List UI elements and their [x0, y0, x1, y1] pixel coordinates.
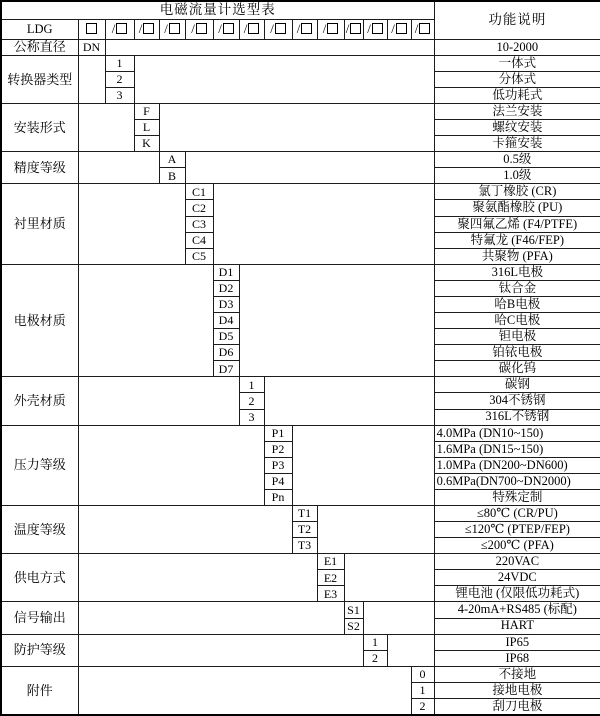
- function-description-cell: 特殊定制: [434, 489, 600, 505]
- code-cell: D5: [213, 329, 239, 345]
- code-digit-box-cell: [134, 19, 159, 39]
- left-gap-cell: [78, 505, 292, 553]
- code-digit-box-cell: [387, 19, 411, 39]
- code-cell: 2: [105, 71, 134, 87]
- right-gap-cell: [387, 634, 434, 666]
- slash-separator: /: [322, 21, 327, 37]
- code-cell: C2: [185, 200, 213, 216]
- code-cell: B: [159, 168, 185, 184]
- left-gap-cell: [78, 152, 159, 184]
- function-description-cell: 刮刀电极: [434, 698, 600, 715]
- code-cell: E2: [317, 570, 344, 586]
- empty-box-icon: [396, 23, 407, 34]
- function-description-cell: 1.0级: [434, 168, 600, 184]
- function-description-cell: 不接地: [434, 666, 600, 682]
- code-digit-box-cell: [239, 19, 264, 39]
- code-cell: D2: [213, 280, 239, 296]
- code-cell: 1: [239, 377, 264, 393]
- function-description-cell: ≤80℃ (CR/PU): [434, 505, 600, 521]
- code-cell: C3: [185, 216, 213, 232]
- code-cell: C5: [185, 248, 213, 264]
- code-cell: T2: [292, 522, 317, 538]
- function-description-cell: 316L电极: [434, 264, 600, 280]
- function-description-cell: 碳化钨: [434, 361, 600, 377]
- function-description-cell: IP65: [434, 634, 600, 650]
- group-label-0: 公称直径: [1, 39, 78, 55]
- code-cell: 2: [239, 393, 264, 409]
- left-gap-cell: [78, 602, 344, 634]
- code-cell: T3: [292, 538, 317, 554]
- function-description-cell: 锂电池 (仅限低功耗式): [434, 586, 600, 602]
- empty-box-icon: [116, 23, 127, 34]
- function-description-cell: 钛合金: [434, 280, 600, 296]
- slash-separator: /: [270, 21, 274, 37]
- right-gap-cell: [292, 425, 434, 505]
- function-description-cell: 特氟龙 (F46/FEP): [434, 232, 600, 248]
- left-gap-cell: [78, 666, 411, 715]
- left-gap-cell: [78, 425, 264, 505]
- group-label-4: 衬里材质: [1, 184, 78, 264]
- group-label-8: 温度等级: [1, 505, 78, 553]
- code-cell: 2: [411, 698, 434, 715]
- function-description-cell: 螺纹安装: [434, 120, 600, 136]
- group-label-12: 附件: [1, 666, 78, 715]
- code-cell: E1: [317, 554, 344, 570]
- code-cell: D1: [213, 264, 239, 280]
- left-gap-cell: [78, 554, 317, 602]
- empty-box-icon: [248, 23, 259, 34]
- code-digit-box-cell: [363, 19, 387, 39]
- code-cell: K: [134, 136, 159, 152]
- code-cell: C4: [185, 232, 213, 248]
- slash-separator: /: [164, 21, 168, 37]
- function-description-cell: 聚四氟乙烯 (F4/PTFE): [434, 216, 600, 232]
- model-prefix-label: LDG: [1, 19, 78, 39]
- right-gap-cell: [344, 554, 434, 602]
- function-description-cell: ≤120℃ (PTEP/FEP): [434, 522, 600, 538]
- right-gap-cell: [185, 152, 434, 184]
- empty-box-icon: [372, 23, 383, 34]
- left-gap-cell: [78, 634, 363, 666]
- function-description-cell: HART: [434, 618, 600, 634]
- slash-separator: /: [367, 21, 371, 37]
- function-description-cell: 法兰安装: [434, 104, 600, 120]
- code-cell: P1: [264, 425, 292, 441]
- code-digit-box-cell: [78, 19, 105, 39]
- left-gap-cell: [78, 55, 105, 103]
- code-cell: D3: [213, 296, 239, 312]
- code-cell: 3: [105, 87, 134, 103]
- group-label-3: 精度等级: [1, 152, 78, 184]
- group-label-6: 外壳材质: [1, 377, 78, 425]
- right-gap-cell: [159, 104, 434, 152]
- code-cell: DN: [78, 39, 105, 55]
- function-description-cell: 哈B电极: [434, 296, 600, 312]
- function-description-cell: 1.0MPa (DN200~DN600): [434, 457, 600, 473]
- function-description-cell: 220VAC: [434, 554, 600, 570]
- right-gap-cell: [264, 377, 434, 425]
- code-cell: S2: [344, 618, 363, 634]
- slash-separator: /: [218, 21, 222, 37]
- code-cell: S1: [344, 602, 363, 618]
- code-digit-box-cell: [264, 19, 292, 39]
- function-description-cell: IP68: [434, 650, 600, 666]
- right-gap-cell: [239, 264, 434, 377]
- function-description-cell: 4.0MPa (DN10~150): [434, 425, 600, 441]
- group-label-7: 压力等级: [1, 425, 78, 505]
- function-description-cell: 铂铱电极: [434, 345, 600, 361]
- function-description-cell: 共聚物 (PFA): [434, 248, 600, 264]
- code-cell: P3: [264, 457, 292, 473]
- right-gap-cell: [105, 39, 434, 55]
- code-digit-box-cell: [344, 19, 363, 39]
- function-description-cell: 卡箍安装: [434, 136, 600, 152]
- function-description-cell: ≤200℃ (PFA): [434, 538, 600, 554]
- slash-separator: /: [111, 21, 116, 37]
- group-label-9: 供电方式: [1, 554, 78, 602]
- group-label-11: 防护等级: [1, 634, 78, 666]
- slash-separator: /: [414, 21, 419, 37]
- left-gap-cell: [78, 377, 239, 425]
- table-title: 电磁流量计选型表: [1, 1, 434, 19]
- function-description-cell: 哈C电极: [434, 313, 600, 329]
- function-description-cell: 316L不锈钢: [434, 409, 600, 425]
- code-digit-box-cell: [411, 19, 434, 39]
- code-cell: D4: [213, 313, 239, 329]
- function-description-cell: 4-20mA+RS485 (标配): [434, 602, 600, 618]
- group-label-10: 信号输出: [1, 602, 78, 634]
- code-digit-box-cell: [185, 19, 213, 39]
- code-digit-box-cell: [213, 19, 239, 39]
- code-cell: D6: [213, 345, 239, 361]
- code-cell: 1: [411, 682, 434, 698]
- code-cell: 1: [105, 55, 134, 71]
- slash-separator: /: [191, 21, 195, 37]
- function-description-cell: 分体式: [434, 71, 600, 87]
- code-cell: L: [134, 120, 159, 136]
- empty-box-icon: [86, 23, 97, 34]
- group-label-2: 安装形式: [1, 104, 78, 152]
- code-cell: E3: [317, 586, 344, 602]
- empty-box-icon: [327, 23, 338, 34]
- function-description-cell: 氯丁橡胶 (CR): [434, 184, 600, 200]
- function-description-cell: 一体式: [434, 55, 600, 71]
- empty-box-icon: [419, 23, 430, 34]
- group-label-5: 电极材质: [1, 264, 78, 377]
- code-cell: C1: [185, 184, 213, 200]
- code-cell: D7: [213, 361, 239, 377]
- function-description-cell: 10-2000: [434, 39, 600, 55]
- function-description-cell: 聚氨酯橡胶 (PU): [434, 200, 600, 216]
- slash-separator: /: [243, 21, 248, 37]
- code-cell: A: [159, 152, 185, 168]
- empty-box-icon: [275, 23, 286, 34]
- function-description-cell: 接地电极: [434, 682, 600, 698]
- slash-separator: /: [138, 21, 143, 37]
- function-description-cell: 24VDC: [434, 570, 600, 586]
- code-digit-box-cell: [317, 19, 344, 39]
- code-cell: 0: [411, 666, 434, 682]
- code-cell: P4: [264, 473, 292, 489]
- left-gap-cell: [78, 104, 134, 152]
- function-description-cell: 碳钢: [434, 377, 600, 393]
- slash-separator: /: [345, 21, 350, 37]
- code-cell: 2: [363, 650, 387, 666]
- function-description-cell: 1.6MPa (DN15~150): [434, 441, 600, 457]
- code-cell: T1: [292, 505, 317, 521]
- empty-box-icon: [301, 23, 312, 34]
- code-digit-box-cell: [292, 19, 317, 39]
- empty-box-icon: [350, 23, 361, 34]
- group-label-1: 转换器类型: [1, 55, 78, 103]
- left-gap-cell: [78, 264, 213, 377]
- code-cell: 3: [239, 409, 264, 425]
- code-cell: Pn: [264, 489, 292, 505]
- code-cell: 1: [363, 634, 387, 650]
- slash-separator: /: [391, 21, 395, 37]
- function-description-cell: 低功耗式: [434, 87, 600, 103]
- left-gap-cell: [78, 184, 185, 264]
- slash-separator: /: [296, 21, 301, 37]
- code-cell: F: [134, 104, 159, 120]
- empty-box-icon: [169, 23, 180, 34]
- function-description-header: 功能说明: [434, 1, 600, 39]
- function-description-cell: 304不锈钢: [434, 393, 600, 409]
- right-gap-cell: [317, 505, 434, 553]
- empty-box-icon: [223, 23, 234, 34]
- function-description-cell: 钽电极: [434, 329, 600, 345]
- code-digit-box-cell: [105, 19, 134, 39]
- right-gap-cell: [134, 55, 434, 103]
- right-gap-cell: [363, 602, 434, 634]
- right-gap-cell: [213, 184, 434, 264]
- empty-box-icon: [143, 23, 154, 34]
- function-description-cell: 0.5级: [434, 152, 600, 168]
- code-cell: P2: [264, 441, 292, 457]
- code-digit-box-cell: [159, 19, 185, 39]
- empty-box-icon: [196, 23, 207, 34]
- function-description-cell: 0.6MPa(DN700~DN2000): [434, 473, 600, 489]
